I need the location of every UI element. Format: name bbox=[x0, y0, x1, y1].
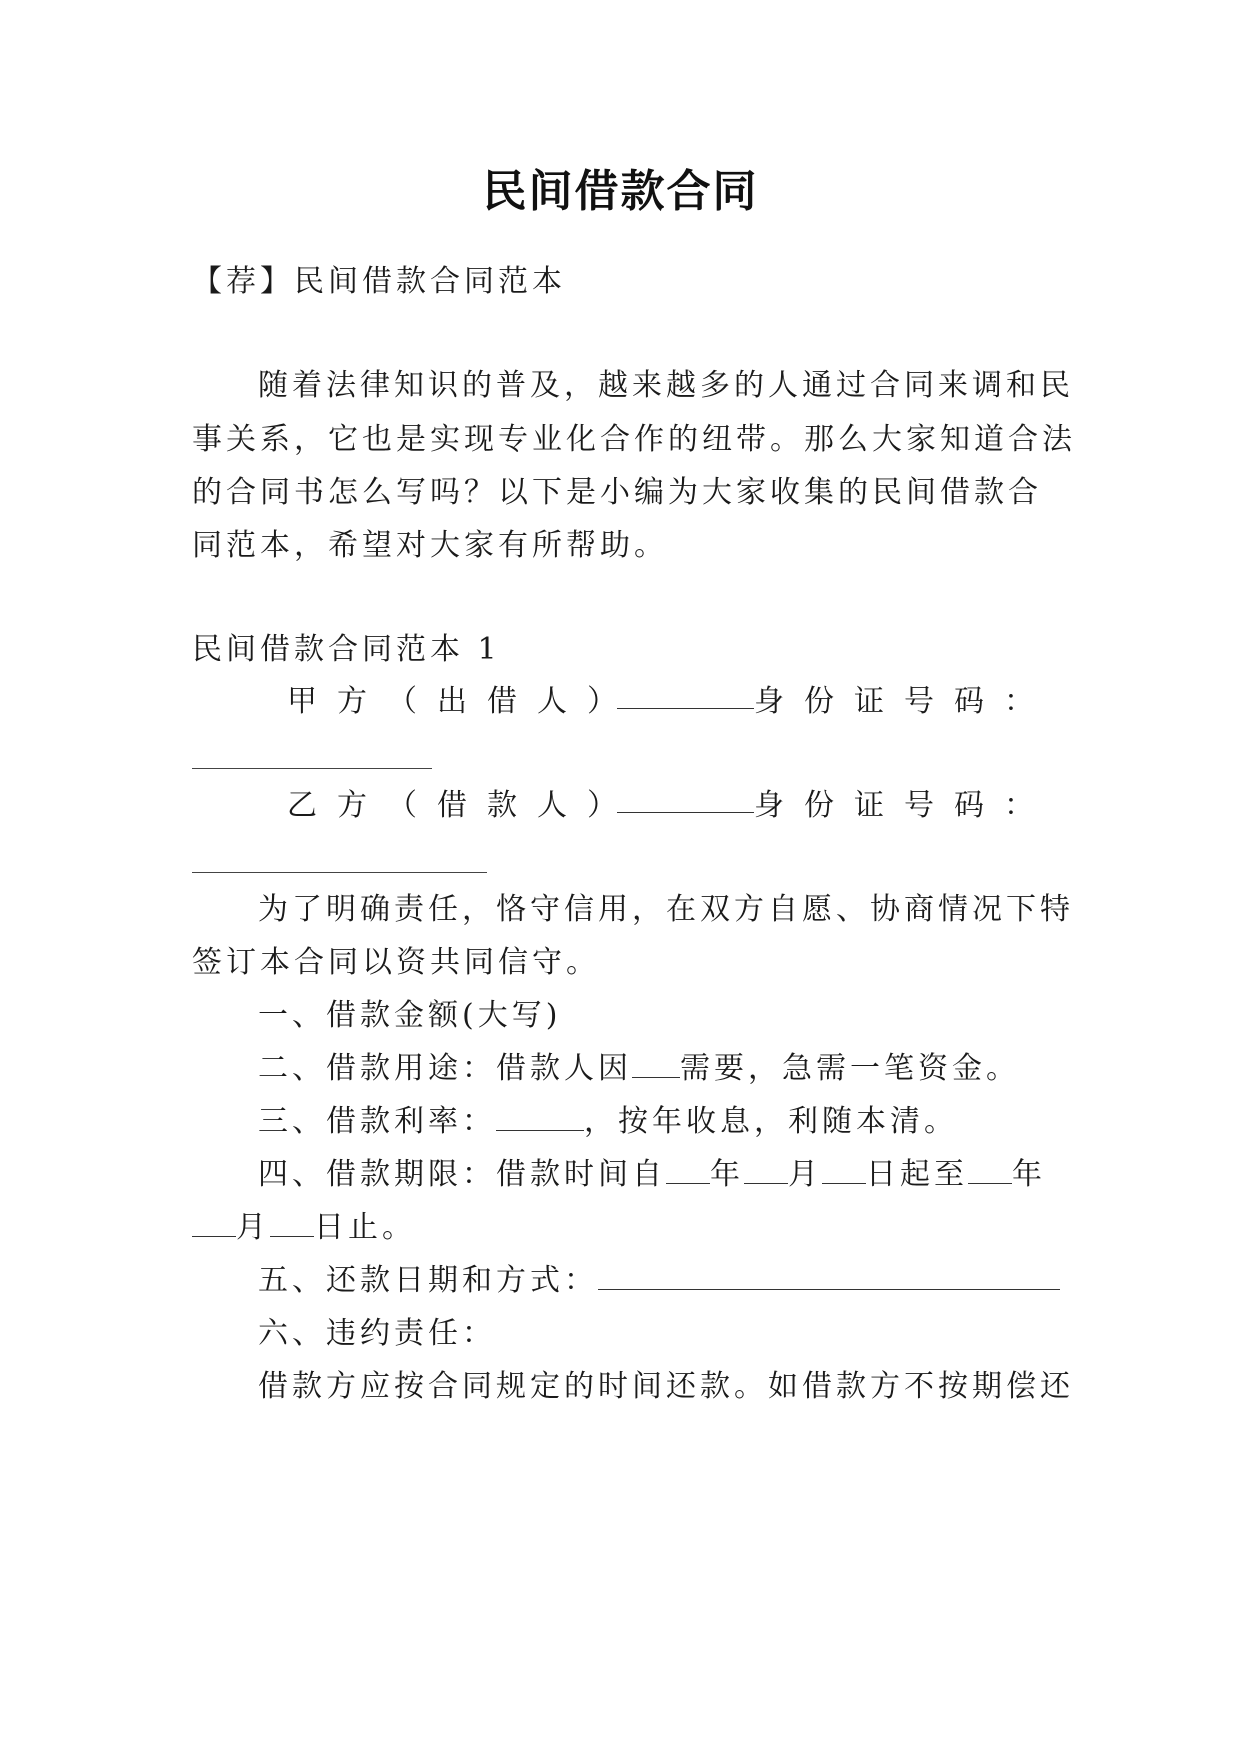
party-b-id-blank bbox=[192, 872, 487, 873]
document-title: 民间借款合同 bbox=[482, 166, 759, 217]
intro-line-3: 的合同书怎么写吗？以下是小编为大家收集的民间借款合 bbox=[192, 475, 1042, 510]
clause-4-blank-month-from bbox=[744, 1157, 788, 1184]
clause-5-blank bbox=[598, 1263, 1060, 1290]
clause-4-continued bbox=[192, 1208, 1054, 1248]
clause-1: 一、借款金额(大写) bbox=[258, 998, 562, 1033]
party-a-label: 甲方（出借人） bbox=[287, 684, 637, 719]
clause-4-text-3: 日止。 bbox=[314, 1210, 416, 1245]
clause-2-text-1: 二、借款用途：借款人因 bbox=[258, 1051, 632, 1086]
clause-5 bbox=[258, 1261, 1054, 1301]
party-b-id-label: 身份证号码： bbox=[754, 788, 1054, 823]
clause-6: 六、违约责任： bbox=[258, 1316, 496, 1351]
clause-2-blank bbox=[632, 1051, 680, 1078]
clause-4-blank-day-to bbox=[270, 1210, 314, 1237]
clause-4-year-2: 年 bbox=[1012, 1157, 1046, 1192]
clause-4-text-2: 日起至 bbox=[866, 1157, 968, 1192]
clause-3 bbox=[258, 1102, 1054, 1142]
clause-4-text-1: 四、借款期限：借款时间自 bbox=[258, 1157, 666, 1192]
clause-4-blank-year-from bbox=[666, 1157, 710, 1184]
clause-4-blank-day-from bbox=[822, 1157, 866, 1184]
intro-line-4: 同范本，希望对大家有所帮助。 bbox=[192, 528, 668, 563]
party-b-row bbox=[287, 786, 1054, 826]
party-b-name-blank bbox=[617, 786, 754, 813]
party-a-row bbox=[287, 682, 1054, 722]
party-a-id-blank bbox=[192, 768, 432, 769]
clause-3-blank bbox=[496, 1104, 584, 1131]
clause-2-text-2: 需要，急需一笔资金。 bbox=[680, 1051, 1020, 1086]
party-a-id-label: 身份证号码： bbox=[754, 684, 1054, 719]
party-a-name-blank bbox=[617, 682, 754, 709]
clause-3-text-1: 三、借款利率： bbox=[258, 1104, 496, 1139]
party-b-label: 乙方（借款人） bbox=[287, 788, 637, 823]
clause-4-month-1: 月 bbox=[788, 1157, 822, 1192]
purpose-line-2: 签订本合同以资共同信守。 bbox=[192, 945, 600, 980]
intro-line-2: 事关系，它也是实现专业化合作的纽带。那么大家知道合法 bbox=[192, 422, 1076, 457]
clause-3-text-2: ，按年收息，利随本清。 bbox=[584, 1104, 958, 1139]
clause-4 bbox=[258, 1155, 1054, 1195]
document-subtitle: 【荐】民间借款合同范本 bbox=[192, 264, 566, 299]
clause-4-month-2: 月 bbox=[236, 1210, 270, 1245]
clause-6-text: 借款方应按合同规定的时间还款。如借款方不按期偿还 bbox=[258, 1369, 1074, 1404]
purpose-line-1: 为了明确责任，恪守信用，在双方自愿、协商情况下特 bbox=[258, 892, 1074, 927]
clause-4-year-1: 年 bbox=[710, 1157, 744, 1192]
clause-2 bbox=[258, 1049, 1054, 1089]
intro-line-1: 随着法律知识的普及，越来越多的人通过合同来调和民 bbox=[258, 368, 1074, 403]
clause-4-blank-year-to bbox=[968, 1157, 1012, 1184]
clause-5-text: 五、还款日期和方式： bbox=[258, 1263, 598, 1298]
clause-4-blank-month-to bbox=[192, 1210, 236, 1237]
section-title: 民间借款合同范本 1 bbox=[192, 632, 501, 667]
